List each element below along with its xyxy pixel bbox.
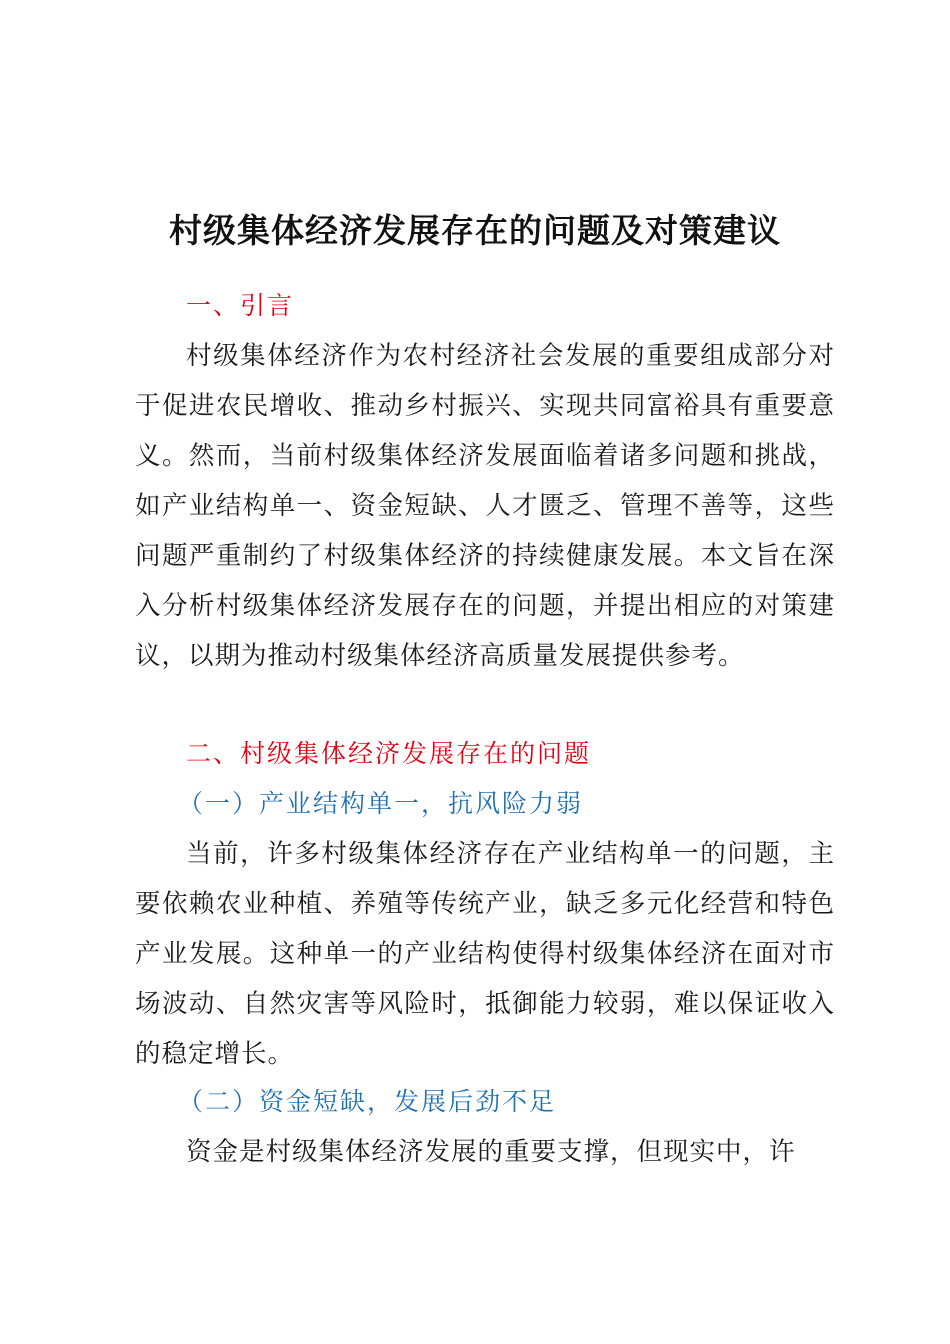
paragraph-industry-structure: 当前，许多村级集体经济存在产业结构单一的问题，主要依赖农业种植、养殖等传统产业，缺乏多元化经营和特色产业发展。这种单一的产业结构使得村级集体经济在面对市场波动、自然灾害等风险时，抵御能力较弱，难以保证收入的稳定增长。 [135,839,835,1069]
subsection-heading-industry-structure: （一）产业结构单一，抗风险力弱 [178,789,584,818]
paragraph-introduction: 村级集体经济作为农村经济社会发展的重要组成部分对于促进农民增收、推动乡村振兴、实现共同富裕具有重要意义。然而，当前村级集体经济发展面临着诸多问题和挑战，如产业结构单一、资金短缺、人才匮乏、管理不善等，这些问题严重制约了村级集体经济的持续健康发展。本文旨在深入分析村级集体经济发展存在的问题，并提出相应的对策建议，以期为推动村级集体经济高质量发展提供参考。 [135,341,835,671]
section-heading-introduction: 一、引言 [186,291,295,320]
subsection-heading-funding-shortage: （二）资金短缺，发展后劲不足 [178,1087,557,1116]
paragraph-funding-shortage: 资金是村级集体经济发展的重要支撑，但现实中，许 [186,1137,796,1167]
document-title: 村级集体经济发展存在的问题及对策建议 [169,211,781,250]
section-heading-problems: 二、村级集体经济发展存在的问题 [186,739,592,768]
